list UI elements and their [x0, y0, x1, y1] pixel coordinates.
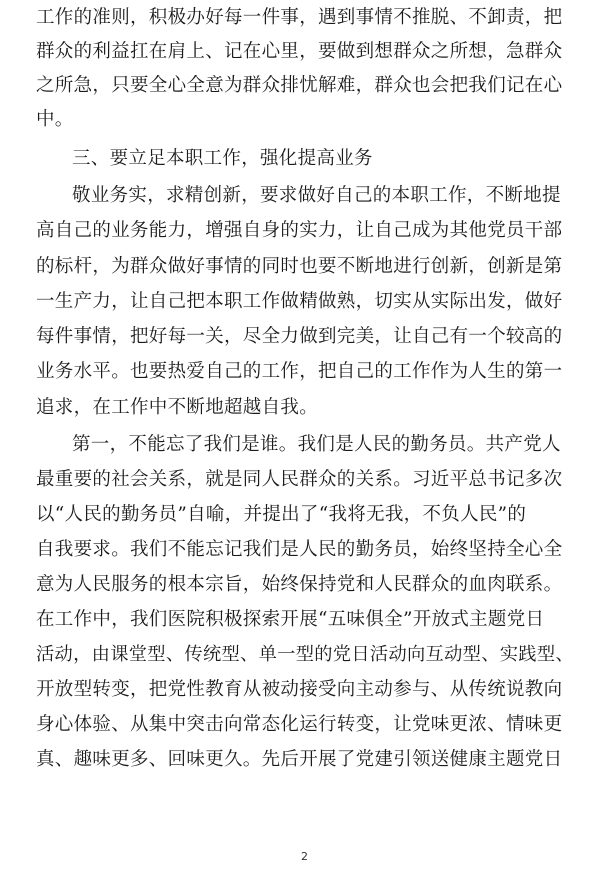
- text-line: 追求，在工作中不断地超越自我。: [36, 397, 319, 418]
- text-line: 工作的准则，积极办好每一件事，遇到事情不推脱、不卸责，把: [36, 7, 563, 28]
- text-line: 最重要的社会关系，就是同人民群众的关系。习近平总书记多次: [36, 469, 563, 490]
- text-line: 意为人民服务的根本宗旨，始终保持党和人民群众的血肉联系。: [36, 574, 563, 595]
- paragraph-start: 敬业务实，求精创新，要求做好自己的本职工作，不断地提: [72, 185, 561, 206]
- section-heading: 三、要立足本职工作，强化提高业务: [72, 148, 373, 169]
- text-line: 开放型转变，把党性教育从被动接受向主动参与、从传统说教向: [36, 679, 563, 700]
- paragraph-start: 第一，不能忘了我们是谁。我们是人民的勤务员。共产党人: [72, 434, 561, 455]
- text-line: 群众的利益扛在肩上、记在心里，要做到想群众之所想，急群众: [36, 41, 563, 62]
- text-line: 活动，由课堂型、传统型、单一型的党日活动向互动型、实践型、: [36, 644, 574, 665]
- text-line: 在工作中，我们医院积极探索开展“五味俱全”开放式主题党日: [36, 609, 545, 630]
- text-line: 高自己的业务能力，增强自身的实力，让自己成为其他党员干部: [36, 220, 563, 241]
- text-line: 身心体验、从集中突击向常态化运行转变，让党味更浓、情味更: [36, 714, 563, 735]
- text-line: 的标杆，为群众做好事情的同时也要不断地进行创新，创新是第: [36, 256, 563, 277]
- text-line: 中。: [36, 109, 74, 130]
- text-line: 以“人民的勤务员”自喻，并提出了“我将无我，不负人民”的: [36, 504, 527, 525]
- text-line: 每件事情，把好每一关，尽全力做到完美，让自己有一个较高的: [36, 326, 563, 347]
- text-line: 自我要求。我们不能忘记我们是人民的勤务员，始终坚持全心全: [36, 539, 563, 560]
- text-line: 真、趣味更多、回味更久。先后开展了党建引领送健康主题党日: [36, 749, 563, 770]
- text-line: 之所急，只要全心全意为群众排忧解难，群众也会把我们记在心: [36, 75, 563, 96]
- text-line: 业务水平。也要热爱自己的工作，把自己的工作作为人生的第一: [36, 361, 563, 382]
- text-line: 一生产力，让自己把本职工作做精做熟，切实从实际出发，做好: [36, 291, 563, 312]
- page-number: 2: [301, 850, 308, 863]
